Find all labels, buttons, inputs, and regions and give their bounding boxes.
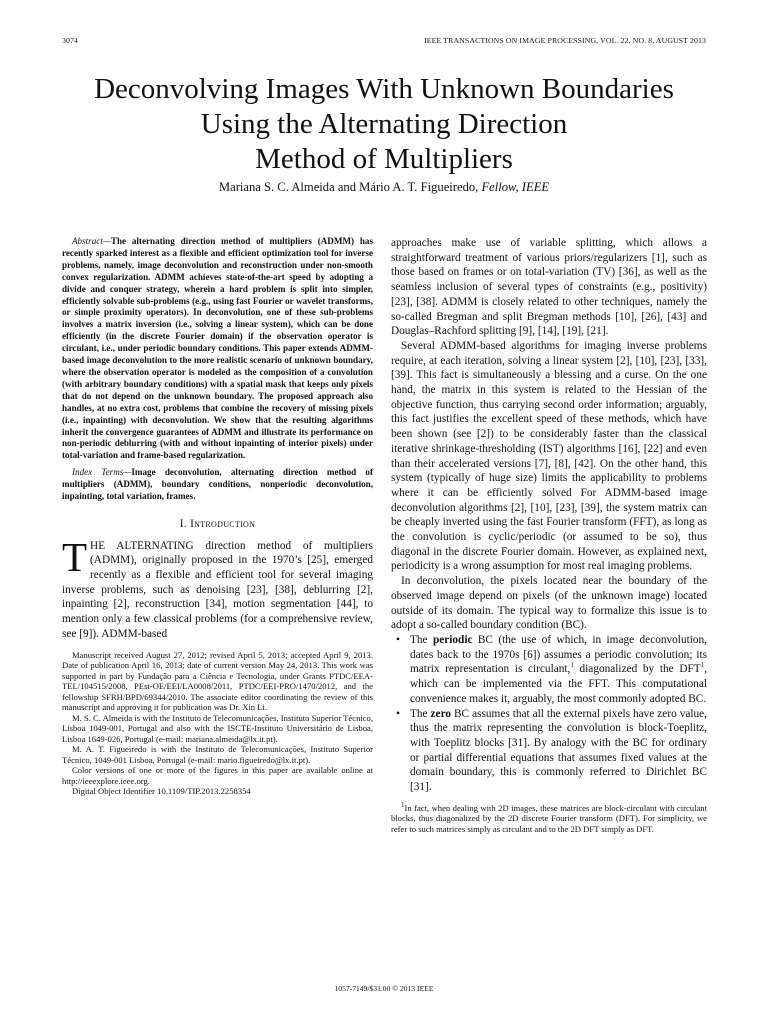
bullet-glyph: • [396,633,400,646]
section-heading [62,517,373,532]
author-fellow: Fellow, IEEE [481,180,550,194]
journal-name: IEEE TRANSACTIONS ON IMAGE PROCESSING, VOL. 22, NO. 8, AUGUST 2013 [424,36,706,45]
footnote-manuscript: Manuscript received August 27, 2012; revised April 5, 2013; accepted April 9, 2013. Date of publication April 16, 2013; date of current version May 24, 2013. This work was supported in part by Fundação para a Ciência e Tecnologia, under Grants PTDC/EEA-TEL/104515/2008, PEst-OE/EEI/LA0008/2011, PTDC/EEI-PRO/1470/2012, and the fellowship SFRH/BPD/69344/2010. The associate editor coordinating the review of this manuscript and approving it for publication was Dr. Xin Li. [62,649,373,713]
title-line-2: Using the Alternating Direction [200,108,568,140]
footnote-color: Color versions of one or more of the figures in this paper are available online at http://ieeexplore.ieee.org. [62,765,373,786]
footnote-author-2: M. A. T. Figueiredo is with the Instituto de Telecomunicações, Instituto Superior Técnico, 1049-001 Lisboa, Portugal (e-mail: mario.figueiredo@lx.it.pt). [62,744,373,765]
term-zero: zero [430,707,452,720]
section-title: Introduction [190,517,256,530]
list-item: • The zero BC assumes that all the external pixels have zero value, thus the matrix representing the convolution is block-Toeplitz, with Toeplitz blocks [31]. By analogy with the BC for ordinary or partial differential equations that assumes fixed values at the domain boundary, this is commonly referred to Dirichlet BC [31]. [396,707,707,794]
footnote-ref: 1 [700,661,705,670]
list-item: • The periodic BC (the use of which, in image deconvolution, dates back to the 1970s [6]) assumes a periodic convolution; its matrix representation is circulant,$^1$ diagonalized by the DFT$^1$, which can be implemented via the FFT. This computational convenience makes it, arguably, the most commonly adopted BC. [396,633,708,705]
footnote-ref: 1 [570,661,574,670]
copyright-line: 1057-7149/$31.00 © 2013 IEEE [334,984,434,993]
paper-title [40,72,728,177]
author-line [40,180,728,195]
section-number: I. [179,517,191,530]
footnote-mark: 1 [401,800,405,809]
left-column [62,236,373,797]
page-number: 3074 [62,36,78,45]
footnote-author-1: M. S. C. Almeida is with the Instituto de Telecomunicações, Instituto Superior Técnico, Lisboa 1049-001, Portugal and also with the ISCTE-Instituto Universitário de Lisboa, Lisboa 1649-026, Portugal (e-mail: mariana.almeida@lx.it.pt). [62,712,374,744]
title-line-3: Method of Multipliers [255,143,513,175]
running-header [62,36,706,48]
title-line-1: Deconvolving Images With Unknown Boundaries [94,73,674,105]
abstract-text: The alternating direction method of multipliers (ADMM) has recently sparked interest as a flexible and efficient optimization tool for inverse problems, namely, image deconvolution and reconstruction under non-smooth convex regularization. ADMM achieves state-of-the-art speed by adopting a divide and conquer strategy, wherein a hard problem is split into simpler, efficiently solvable sub-problems (e.g., using fast Fourier or wavelet transforms, or simple proximity operators). In deconvolution, one of these sub-problems involves a matrix inversion (i.e., solving a linear system), which can be done efficiently (in the discrete Fourier domain) if the observation operator is circulant, i.e., under periodic boundary conditions. This paper extends ADMM-based image deconvolution to the more realistic scenario of unknown boundary, where the observation operator is modeled as the composition of a convolution (with arbitrary boundary conditions) with a spatial mask that keeps only pixels that do not depend on the unknown boundary. The proposed approach also handles, at no extra cost, problems that combine the recovery of missing pixels (i.e., inpainting) with deconvolution. We show that the resulting algorithms inherit the convergence guarantees of ADMM and illustrate its performance on non-periodic deblurring (with and without inpainting of interior pixels) under total-variation and frame-based regularization. [62,236,373,461]
index-terms-text: Image deconvolution, alternating direction method of multipliers (ADMM), boundary conditions, nonperiodic deconvolution, inpainting, total variation, frames. [62,467,373,502]
bc-list [391,633,707,795]
footnote-1 [391,800,707,835]
author-names: Mariana S. C. Almeida and Mário A. T. Figueiredo, [218,180,482,194]
term-periodic: periodic [432,633,473,646]
bullet-glyph: • [396,707,400,720]
intro-paragraph [62,533,373,642]
index-terms-lead: Index Terms— [72,467,132,478]
abstract-lead: Abstract— [72,236,111,246]
body-paragraph: Several ADMM-based algorithms for imaging inverse problems require, at each iteration, solving a linear system [2], [10], [23], [33], [39]. This fact is simultaneously a blessing and a curse. On the one hand, the matrix in this system is related to the Hessian of the objective function, thus carrying second order information; arguably, this fact justifies the excellent speed of these methods, which have been shown (see [2]) to be considerably faster than the classical iterative shrinkage-thresholding (IST) algorithms [16], [22] and even than their accelerated versions [7], [8], [42]. On the other hand, this system (typically of huge size) limits the applicability to problems where it can be efficiently solved For ADMM-based image deconvolution algorithms [2], [10], [23], [39], the system matrix can be cheaply inverted using the fast Fourier transform (FFT), as long as the convolution is cyclic/periodic (or assumed to be so), thus diagonal in the discrete Fourier domain. However, as explained next, periodicity is a wrong assumption for most real imaging problems. [391,339,707,573]
body-paragraph: In deconvolution, the pixels located near the boundary of the observed image depend on pixels (of the unknown image) located outside of its domain. The typical way to formalize this issue is to adopt a so-called boundary condition (BC). [391,575,707,632]
footnote-1-text: In fact, when dealing with 2D images, these matrices are block-circulant with circulant blocks, thus diagonalized by the 2D discrete Fourier transform (DFT). For simplicity, we refer to such matrices simply as circulant and to the 2D DFT simply as DFT. [391,802,707,834]
abstract [62,236,373,462]
right-column [391,236,707,834]
body-paragraph: approaches make use of variable splitting, which allows a straightforward treatment of various priors/regularizers [1], such as those based on frames or on total-variation (TV) [36], as well as the seamless inclusion of several types of constraints (e.g., positivity) [23], [38]. ADMM is closely related to other techniques, namely the so-called Bregman and split Bregman methods [10], [26], [43] and Douglas–Rachford splitting [9], [14], [19], [21]. [391,237,707,338]
intro-text: HE ALTERNATING direction method of multipliers (ADMM), originally proposed in the 1970’s [25], emerged recently as a flexible and efficient tool for several imaging inverse problems, such as denoising [23], [38], deblurring [2], inpainting [2], reconstruction [34], motion segmentation [44], to mention only a few classical problems (for a comprehensive review, see [9]). ADMM-based [62,539,373,640]
index-terms [62,467,373,503]
drop-cap: T [62,533,88,580]
footnote-doi: Digital Object Identifier 10.1109/TIP.2013.2258354 [72,786,251,797]
